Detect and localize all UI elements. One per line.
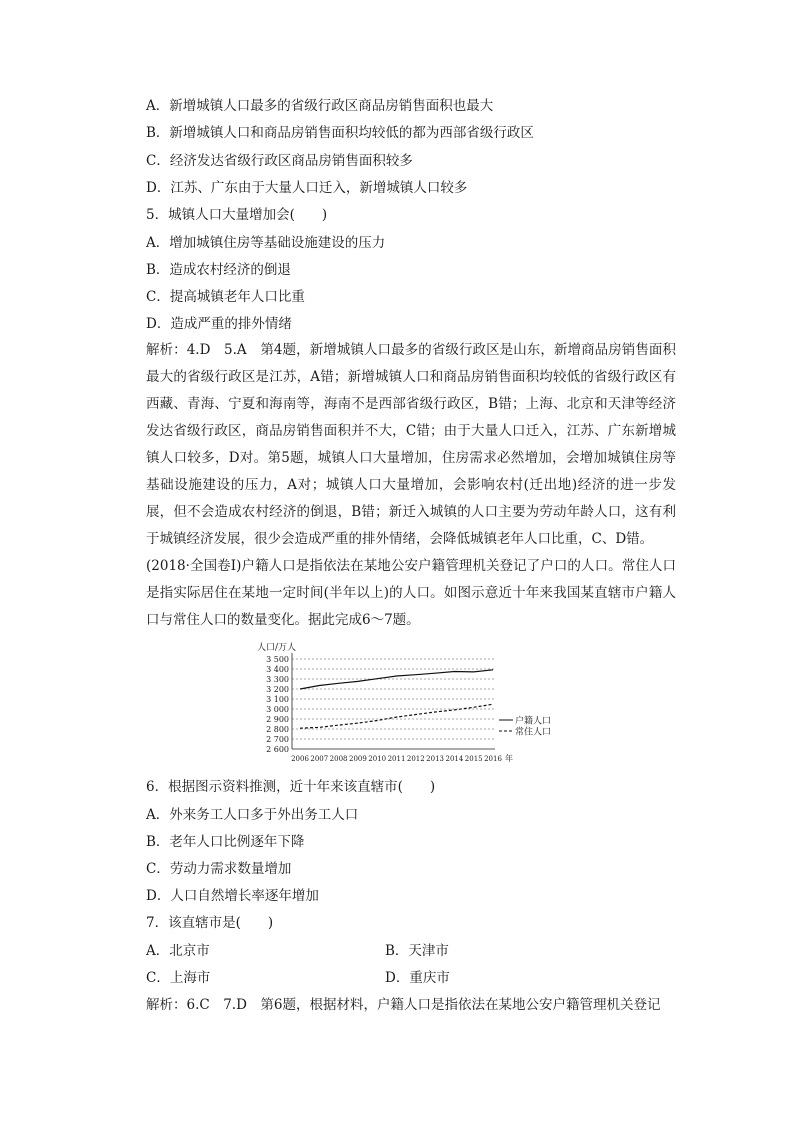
q5-option-a: A．增加城镇住房等基础设施建设的压力 (146, 235, 386, 251)
y-tick-label: 2 900 (266, 715, 289, 724)
question-intro: (2018·全国卷Ⅰ)户籍人口是指依法在某地公安户籍管理机关登记了户口的人口。常住人口是指实际居住在某地一定时间(半年以上)的人口。如图示意近十年来我国某直辖市户籍人口与常住人口的数量变化。据此完成6～7题。 (146, 558, 676, 628)
q6-option-d: D．人口自然增长率逐年增加 (146, 888, 319, 904)
q5-stem: 5．城镇人口大量增加会( ) (146, 207, 328, 223)
analysis-q6-q7: 解析：6.C 7.D 第6题，根据材料，户籍人口是指依法在某地公安户籍管理机关登记 (146, 997, 661, 1013)
x-tick-label: 2009 (348, 755, 367, 763)
x-tick-label: 2014 (445, 755, 464, 763)
x-tick-label: 2008 (329, 755, 348, 763)
x-unit-label: 年 (505, 754, 513, 763)
analysis-q4-q5: 解析：4.D 5.A 第4题，新增城镇人口最多的省级行政区是山东，新增商品房销售面积最大的省级行政区是江苏，A错；新增城镇人口和商品房销售面积均较低的省级行政区有西藏、青海、宁夏和海南等，海南不是西部省级行政区，B错；上海、北京和天津等经济发达省级行政区，商品房销售面积并不大，C错；由于大量人口迁入，江苏、广东新增城镇人口较多，D对。第5题，城镇人口大量增加，住房需求必然增加，会增加城镇住房等基础设施建设的压力，A对；城镇人口大量增加，会影响农村(迁出地)经济的进一步发展，但不会造成农村经济的倒退，B错；新迁入城镇的人口主要为劳动年龄人口，这有利于城镇经济发展，很少会造成严重的排外情绪，会降低城镇老年人口比重，C、D错。 (146, 342, 676, 547)
y-axis-label: 人口/万人 (257, 643, 297, 653)
x-tick-label: 2006 (291, 755, 309, 763)
x-tick-label: 2011 (387, 755, 406, 763)
q4-option-b: B．新增城镇人口和商品房销售面积均较低的都为西部省级行政区 (146, 125, 534, 141)
y-tick-label: 3 300 (266, 675, 289, 684)
y-tick-label: 2 800 (266, 725, 289, 734)
q5-option-b: B．造成农村经济的倒退 (146, 262, 291, 278)
q6-stem: 6．根据图示资料推测，近十年来该直辖市( ) (146, 779, 436, 795)
q7-option-d: D．重庆市 (385, 970, 450, 986)
y-tick-label: 2 700 (266, 735, 289, 744)
q4-option-c: C．经济发达省级行政区商品房销售面积较多 (146, 153, 413, 169)
series-line-1 (300, 704, 493, 728)
y-tick-label: 2 600 (266, 745, 289, 754)
legend-label-0: 户籍人口 (515, 716, 552, 727)
q7-option-b: B．天津市 (385, 943, 449, 959)
x-tick-label: 2013 (426, 755, 445, 763)
y-tick-label: 3 200 (266, 685, 289, 694)
q5-option-c: C．提高城镇老年人口比重 (146, 289, 305, 305)
legend-label-1: 常住人口 (515, 727, 552, 738)
y-tick-label: 3 100 (266, 695, 289, 704)
q6-option-b: B．老年人口比例逐年下降 (146, 834, 305, 850)
x-tick-label: 2015 (464, 755, 483, 763)
y-tick-label: 3 400 (266, 665, 289, 674)
population-line-chart (255, 640, 552, 770)
x-tick-label: 2007 (310, 755, 329, 763)
q4-option-d: D．江苏、广东由于大量人口迁入，新增城镇人口较多 (146, 180, 468, 196)
q7-option-a: A．北京市 (146, 943, 210, 959)
q5-option-d: D．造成严重的排外情绪 (146, 316, 292, 332)
y-tick-label: 3 000 (266, 705, 289, 714)
series-line-0 (300, 670, 493, 689)
y-tick-label: 3 500 (266, 655, 289, 664)
q7-stem: 7．该直辖市是( ) (146, 915, 274, 931)
q6-option-c: C．劳动力需求数量增加 (146, 861, 292, 877)
q4-option-a: A．新增城镇人口最多的省级行政区商品房销售面积也最大 (146, 98, 494, 114)
x-tick-label: 2012 (406, 755, 425, 763)
q6-option-a: A．外来务工人口多于外出务工人口 (146, 807, 359, 823)
x-tick-label: 2010 (368, 755, 387, 763)
q7-option-c: C．上海市 (146, 970, 211, 986)
x-tick-label: 2016 (484, 755, 502, 763)
